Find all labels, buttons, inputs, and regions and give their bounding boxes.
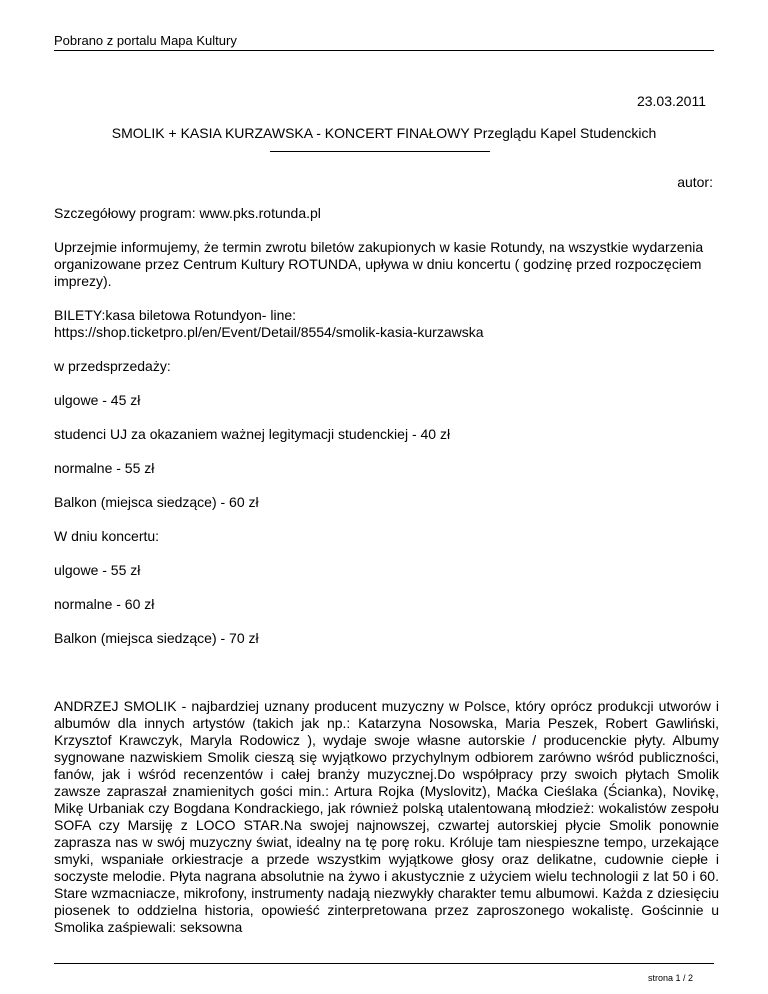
article-body <box>54 205 719 953</box>
article-date: 23.03.2011 <box>636 93 706 109</box>
footer-divider <box>54 963 714 964</box>
tickets-info <box>54 307 719 341</box>
presale-price-item: Balkon (miejsca siedzące) - 60 zł <box>54 494 259 510</box>
author-label: autor: <box>677 174 713 190</box>
dayof-heading: W dniu koncertu: <box>54 528 160 544</box>
refund-notice: Uprzejmie informujemy, że termin zwrotu biletów zakupionych w kasie Rotundy, na wszystkie wydarzenia organizowane przez Centrum Kultury ROTUNDA, upływa w dniu koncertu ( godzinę przed rozpoczęciem imprezy). <box>54 239 704 289</box>
presale-price-item: normalne - 55 zł <box>54 460 155 476</box>
artist-bio: ANDRZEJ SMOLIK - najbardziej uznany producent muzyczny w Polsce, który oprócz produkcji utworów i albumów dla innych artystów (takich jak np.: Katarzyna Nosowska, Maria Peszek, Robert Gawliński, Krzysztof Krawczyk, Maryla Rodowicz ), wydaje swoje własne autorskie / producenckie płyty. Albumy sygnowane nazwiskiem Smolik cieszą się wyjątkowo przychylnym odbiorem zarówno wśród publiczności, fanów, jak i wśród recenzentów i całej branży muzycznej.Do współpracy przy swoich płytach Smolik zawsze zapraszał znamienitych gości min.: Artura Rojka (Myslovitz), Maćka Cieślaka (Ścianka), Novikę, Mikę Urbaniak czy Bogdana Kondrackiego, jak również polską utalentowaną młodzież: wokalistów zespołu SOFA czy Marsiję z LOCO STAR.Na swojej najnowszej, czwartej autorskiej płycie Smolik ponownie zaprasza nas w swój muzyczny świat, idealny na tę porę roku. Króluje tam niespieszne tempo, urzekające smyki, wspaniałe orkiestracje a przede wszystkim wyjątkowe głosy oraz delikatne, cudownie ciepłe i soczyste melodie. Płyta nagrana absolutnie na żywo i akustycznie z użyciem wielu technologii z lat 50 i 60. Stare wzmacniacze, mikrofony, instrumenty nadają niezwykły charakter temu albumowi. Każda z dziesięciu piosenek to oddzielna historia, opowieść zinterpretowana przez zaproszonego wokalistę. Gościnnie u Smolika zaśpiewali: seksowna <box>54 698 719 935</box>
presale-heading: w przedsprzedaży: <box>54 358 171 374</box>
presale-price-item: ulgowe - 45 zł <box>54 392 141 408</box>
header-divider <box>54 50 714 51</box>
program-line: Szczegółowy program: www.pks.rotunda.pl <box>54 205 321 221</box>
dayof-price-item: Balkon (miejsca siedzące) - 70 zł <box>54 630 259 646</box>
page-number: strona 1 / 2 <box>647 973 693 983</box>
presale-price-item: studenci UJ za okazaniem ważnej legitymacji studenckiej - 40 zł <box>54 426 451 442</box>
tickets-link: https://shop.ticketpro.pl/en/Event/Detail/8554/smolik-kasia-kurzawska <box>54 324 484 340</box>
dayof-price-item: ulgowe - 55 zł <box>54 562 141 578</box>
dayof-price-item: normalne - 60 zł <box>54 596 155 612</box>
title-underline <box>270 151 490 152</box>
portal-source-header: Pobrano z portalu Mapa Kultury <box>54 33 237 48</box>
tickets-heading: BILETY:kasa biletowa Rotundyon- line: <box>54 307 297 323</box>
article-title: SMOLIK + KASIA KURZAWSKA - KONCERT FINAŁOWY Przeglądu Kapel Studenckich <box>111 125 657 141</box>
